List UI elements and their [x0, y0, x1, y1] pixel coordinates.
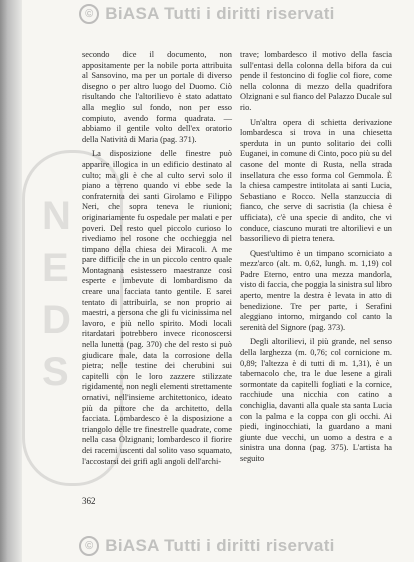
paragraph: Quest'ultimo è un timpano scorniciato a mezz'arco (alt. m. 0,62, lungh. m. 1,19) col Padre Eterno, entro una mezza mandorla, visto di faccia, che poggia la sinistra sul libro aperto, mentre la destra è levata in atto di benedizione. Tre per parte, i Serafini aleggiano intorno, mirgando col canto la serenità del Signore (pag. 373).: [240, 248, 392, 332]
paragraph: Degli altorilievi, il più grande, nel senso della larghezza (m. 0,76; col cornicione m. 0,89; l'altezza è di tutti di m. 1,31), è un tabernacolo che, tra le due lesene a girali sormontate da capitelli fogliati e la cornice, racchiude una nicchia con catino a conchiglia, davanti alla quale sta santa Lucia con la palma e la coppa con gli occhi. Ai piedi, inginocchiati, la guardano a mani giunte due vecchi, un uomo a destra e a sinistra una donna (pag. 375). L'artista ha seguito: [240, 337, 392, 463]
paragraph: secondo dice il documento, non appositamente per la nobile porta attribuita al Sansovino, ma per un portale di diverso disegno o per altro luogo del Duomo. Ciò risultando che l'altorilievo è stato adattato alla meglio sul fondo, non per esso compiuto, avendo forma quadrata. — abbiamo il gentile volto dell'ex oratorio della Natività di Maria (pag. 371).: [82, 50, 232, 144]
book-binding-shadow: [0, 0, 22, 562]
stamp-letter: E: [42, 246, 69, 290]
stamp-letter: N: [42, 194, 71, 238]
paragraph: trave; lombardesco il motivo della fascia sull'entasi della colonna della bifora da cui pende il festoncino di foglie col fiore, come nella colonna di mezzo della quadrifora Olzignani e sul fianco del Palazzo Ducale sul rio.: [240, 50, 392, 112]
copyright-icon: ©: [79, 536, 99, 556]
right-text-column: [240, 50, 392, 469]
stamp-letter: D: [42, 298, 71, 342]
watermark-bottom: [0, 532, 414, 560]
watermark-text-bottom: BiASA Tutti i diritti riservati: [105, 536, 335, 555]
stamp-letter: S: [42, 350, 69, 394]
page-number: 362: [82, 496, 96, 506]
left-text-column: [82, 50, 232, 471]
paragraph: La disposizione delle finestre può apparire illogica in un edificio destinato al culto; ma gli è che al culto servì solo il piano a terreno quando vi ebbe sede la confraternita dei santi Girolamo e Filippo Neri, che sopra teneva le riunioni; originariamente fu ospedale per malati e per poveri. Del resto quel piccolo curioso lo rivediamo nel rosone che occhieggia nel timpano della chiesa dei Miracoli. A me pare difficile che in un piccolo centro quale Montagnana esistessero maestranze così esperte e imbevute di lombardismo da creare una facciata tanto gentile. E sarei tentato di attribuirla, se non proprio ai maestri, a persona che gli fu vicinissima nel lavoro, e più nello spirito. Modi locali ritardatari potrebbero invece riconoscersi nella lunetta (pag. 370) che del resto si può giudicare male, data la corrosione della pietra; nelle testine dei cherubini sui capitelli con le loro zazzere stilizzate rigidamente, non negli elementi strettamente ornativi, nell'insieme architettonico, ideato più da pittore che da architetto, della facciata. Lombardesco è la disposizione a triangolo delle tre finestrelle quadrate, come nella casa Olzignani; lombardesco il fiorire dei racemi uscenti dal solito vaso squamato, l'accostarsi dei grifi agli angoli dell'archi-: [82, 149, 232, 466]
watermark-top: [0, 0, 414, 28]
library-stamp-letters: [42, 190, 71, 398]
watermark-text-top: BiASA Tutti i diritti riservati: [105, 4, 335, 23]
paragraph: Un'altra opera di schietta derivazione lombardesca si trova in una chiesetta sperduta in un punto solitario dei colli Euganei, in comune di Cinto, poco più su del casone del monte di Rusta, nella strada insellatura che esso forma col Gemmola. È la chiesa campestre intitolata ai santi Lucia, Sebastiano e Rocco. Nella stanzuccia di fianco, che serve di sacristia (la chiesa è ufficiata), c'è una specie di andito, che vi conduce, ciascuno murati tre altorilievi e un bassorilievo di pietra tenera.: [240, 117, 392, 244]
copyright-icon: ©: [79, 4, 99, 24]
